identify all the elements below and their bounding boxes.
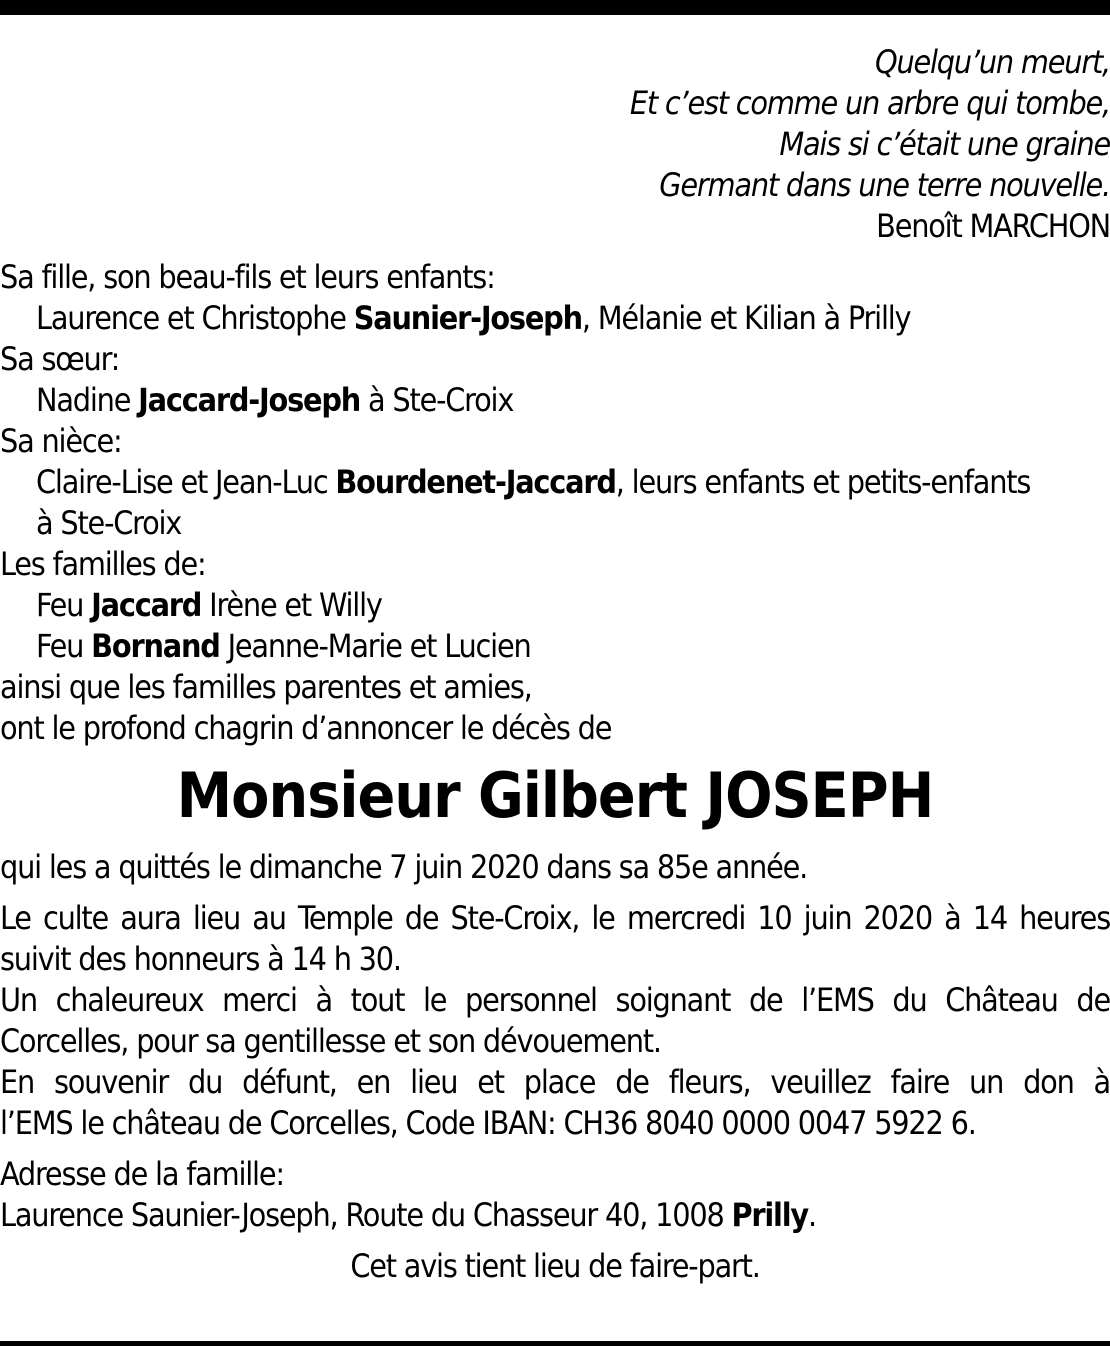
niece-names: Claire-Lise et Jean-Luc xyxy=(36,463,336,501)
family-names: Irène et Willy xyxy=(201,586,382,624)
passing-line: qui les a quittés le dimanche 7 juin 2020 dans sa 85e année. xyxy=(0,848,808,886)
address-street: Laurence Saunier-Joseph, Route du Chasseur 40, 1008 xyxy=(0,1196,732,1234)
bottom-border-rule xyxy=(0,1341,1110,1346)
sister-place: à Ste-Croix xyxy=(360,381,514,419)
family-entry-bornand xyxy=(0,626,1110,667)
poem-line: Quelqu’un meurt, xyxy=(874,43,1110,81)
thanks-line: Un chaleureux merci à tout le personnel soignant de l’EMS du Château de xyxy=(0,981,1110,1019)
daughter-heading: Sa fille, son beau-fils et leurs enfants: xyxy=(0,258,495,296)
service-details xyxy=(0,898,1110,1144)
sister-name: Nadine xyxy=(36,381,139,419)
daughter-entry xyxy=(0,298,1110,339)
niece-entry xyxy=(0,462,1110,503)
niece-place: à Ste-Croix xyxy=(36,504,182,542)
service-line: suivit des honneurs à 14 h 30. xyxy=(0,940,401,978)
service-line: Le culte aura lieu au Temple de Ste-Croix, le mercredi 10 juin 2020 à 14 heures xyxy=(0,899,1110,937)
family-prefix: Feu xyxy=(36,627,92,665)
donation-line: l’EMS le château de Corcelles, Code IBAN: CH36 8040 0000 0047 5922 6. xyxy=(0,1104,976,1142)
sister-entry xyxy=(0,380,1110,421)
family-surname: Jaccard xyxy=(91,586,202,624)
daughter-details: , Mélanie et Kilian à Prilly xyxy=(581,299,911,337)
donation-line: En souvenir du défunt, en lieu et place de fleurs, veuillez faire un don à xyxy=(0,1063,1110,1101)
families-heading: Les familles de: xyxy=(0,545,206,583)
family-prefix: Feu xyxy=(36,586,92,624)
family-address xyxy=(0,1154,1110,1236)
notice-footer xyxy=(0,1246,1110,1287)
family-list xyxy=(0,257,1110,749)
deceased-name: Monsieur Gilbert JOSEPH xyxy=(176,759,934,832)
address-end: . xyxy=(807,1196,816,1234)
address-heading: Adresse de la famille: xyxy=(0,1155,284,1193)
relatives-line: ainsi que les familles parentes et amies, xyxy=(0,668,532,706)
poem-author: Benoît MARCHON xyxy=(876,207,1110,245)
niece-heading: Sa nièce: xyxy=(0,422,122,460)
thanks-line: Corcelles, pour sa gentillesse et son dévouement. xyxy=(0,1022,661,1060)
faire-part-notice: Cet avis tient lieu de faire-part. xyxy=(350,1247,760,1285)
family-names: Jeanne-Marie et Lucien xyxy=(219,627,531,665)
family-entry-jaccard xyxy=(0,585,1110,626)
top-border-rule xyxy=(0,0,1110,15)
daughter-names: Laurence et Christophe xyxy=(36,299,354,337)
announcement-line: ont le profond chagrin d’annoncer le décès de xyxy=(0,709,612,747)
sister-surname: Jaccard-Joseph xyxy=(138,381,361,419)
family-surname: Bornand xyxy=(91,627,220,665)
poem-line: Et c’est comme un arbre qui tombe, xyxy=(629,84,1110,122)
obituary-notice xyxy=(0,42,1110,1287)
poem-line: Mais si c’était une graine xyxy=(779,125,1110,163)
epigraph-poem xyxy=(0,42,1110,247)
niece-surname: Bourdenet-Jaccard xyxy=(335,463,616,501)
address-line xyxy=(0,1195,1110,1236)
address-city: Prilly xyxy=(731,1196,808,1234)
sister-heading: Sa sœur: xyxy=(0,340,120,378)
poem-line: Germant dans une terre nouvelle. xyxy=(659,166,1110,204)
niece-details: , leurs enfants et petits-enfants xyxy=(615,463,1031,501)
daughter-surname: Saunier-Joseph xyxy=(353,299,582,337)
